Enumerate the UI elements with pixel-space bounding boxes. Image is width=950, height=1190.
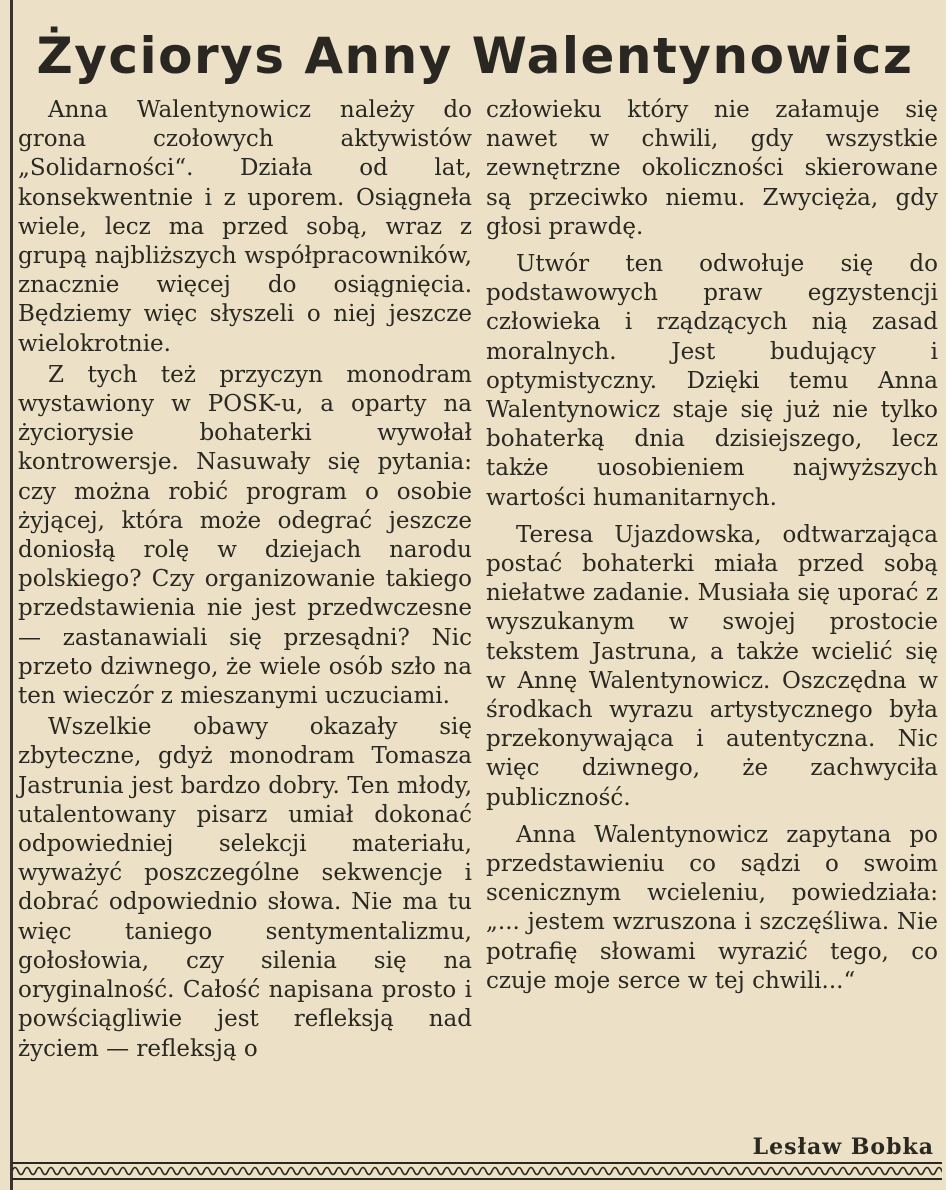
paragraph: Anna Walentynowicz należy do grona czołowych aktywistów „Solidarności“. Działa od lat, konsekwentnie i z uporem. Osiągneła wiele, lecz ma przed sobą, wraz z grupą najbliższych współpracowników, znacznie więcej do osiągnięcia. Będziemy więc słyszeli o niej jeszcze wielokrotnie. [18,97,472,357]
paragraph: Z tych też przyczyn monodram wystawiony w POSK-u, a oparty na życiorysie bohaterki wywołał kontrowersje. Nasuwały się pytania: czy można robić program o osobie żyjącej, która może odegrać jeszcze doniosłą rolę w dziejach narodu polskiego? Czy organizowanie takiego przedstawienia nie jest przedwczesne — zastanawiali się przesądni? Nic przeto dziwnego, że wiele osób szło na ten wieczór z mieszanymi uczuciami. [18,361,472,710]
paragraph: Utwór ten odwołuje się do podstawowych praw egzystencji człowieka i rządzących nią zasad moralnych. Jest budujący i optymistyczny. Dzięki temu Anna Walentynowicz staje się już nie tylko bohaterką dnia dzisiejszego, lecz także uosobieniem najwyższych wartości humanitarnych. [486,251,938,511]
decorative-border [12,1160,942,1182]
right-column [486,96,938,996]
paragraph: Anna Walentynowicz zapytana po przedstawieniu co sądzi o swoim scenicznym wcieleniu, powiedziała: „... jestem wzruszona i szczęśliwa. Nie potrafię słowami wyrazić tego, co czuje moje serce w tej chwili...“ [486,821,938,994]
headline: Życiorys Anny Walentynowicz [36,27,914,85]
page-edge [946,0,948,1190]
left-column-rule [10,0,13,1190]
author-signature: Lesław Bobka [752,1134,934,1160]
paragraph: Teresa Ujazdowska, odtwarzająca postać bohaterki miała przed sobą niełatwe zadanie. Musiała się uporać z wyszukanym w swojej prostocie tekstem Jastruna, a także wcielić się w Annę Walentynowicz. Oszczędna w środkach wyrazu artystycznego była przekonywająca i autentyczna. Nic więc dziwnego, że zachwyciła publiczność. [486,521,938,811]
paragraph: Wszelkie obawy okazały się zbyteczne, gdyż monodram Tomasza Jastrunia jest bardzo dobry. Ten młody, utalentowany pisarz umiał dokonać odpowiedniej selekcji materiału, wyważyć poszczególne sekwencje i dobrać odpowiednio słowa. Nie ma tu więc taniego sentymentalizmu, gołosłowia, czy silenia się na oryginalność. Całość napisana prosto i powściągliwie jest refleksją nad życiem — refleksją o [18,714,472,1062]
paragraph: człowieku który nie załamuje się nawet w chwili, gdy wszystkie zewnętrzne okoliczności skierowane są przeciwko niemu. Zwycięża, gdy głosi prawdę. [486,97,938,240]
left-column [18,96,472,1064]
